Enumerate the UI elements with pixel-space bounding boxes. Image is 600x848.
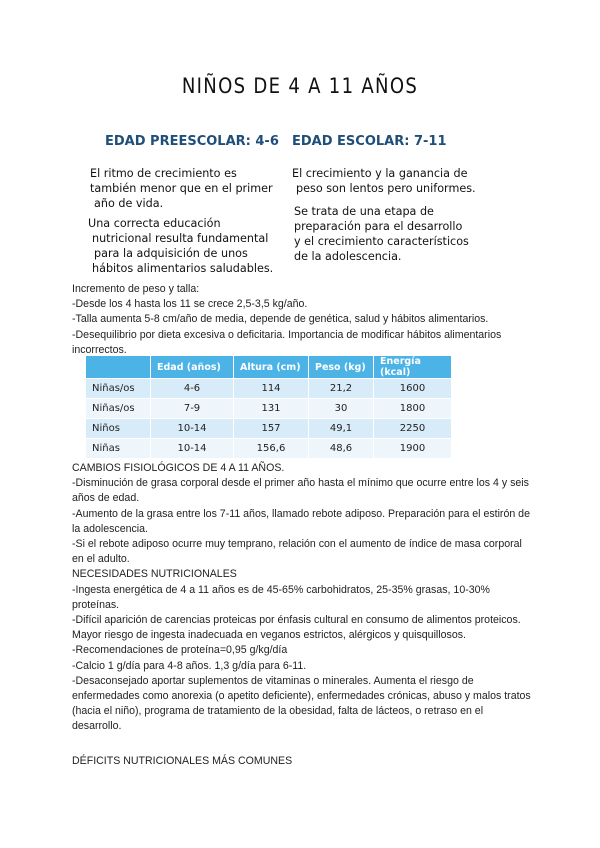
table-cell: 156,6 [234, 439, 309, 459]
escolar-heading: EDAD ESCOLAR: 7-11 [292, 134, 447, 149]
growth-table [86, 356, 452, 458]
section-item: -Aumento de la grasa entre los 7-11 años, llamado rebote adiposo. Preparación para el estirón de la adolescencia. [72, 507, 530, 535]
preescolar-paragraph-1 [90, 166, 273, 211]
text-line: nutricional resulta fundamental [92, 232, 269, 245]
text-line: El crecimiento y la ganancia de [292, 167, 468, 180]
text-line: peso son lentos pero uniformes. [296, 182, 476, 195]
intro-line: Incremento de peso y talla: [72, 283, 200, 295]
text-line: y el crecimiento característicos [294, 235, 469, 248]
table-cell: Niños [86, 419, 151, 439]
table-cell: 10-14 [151, 419, 234, 439]
table-row [86, 399, 452, 419]
section-item: -Desaconsejado aportar suplementos de vitaminas o minerales. Aumenta el riesgo de enfermedades como anorexia (o apetito deficiente), enfermedades crónicas, abuso y malos tratos (hacia el niño), programa de tratamiento de la obesidad, falta de lácteos, o retraso en el desarrollo. [72, 674, 531, 733]
intro-line: -Talla aumenta 5-8 cm/año de media, depende de genética, salud y hábitos alimentarios. [72, 313, 489, 326]
table-cell: Niñas/os [86, 379, 151, 399]
section-item: -Difícil aparición de carencias proteicas por énfasis cultural en consumo de alimentos proteicos. Mayor riesgo de ingesta inadecuada en veganos estrictos, alérgicos y quisquillosos. [72, 614, 521, 642]
table-header-cell: Peso (kg) [309, 356, 374, 379]
section-item: -Calcio 1 g/día para 4-8 años. 1,3 g/día para 6-11. [72, 659, 307, 672]
table-cell: 1600 [374, 379, 452, 399]
section-deficits [72, 754, 532, 769]
section-heading: DÉFICITS NUTRICIONALES MÁS COMUNES [72, 755, 293, 767]
table-cell: 30 [309, 399, 374, 419]
table-cell: 114 [234, 379, 309, 399]
table-cell: 1900 [374, 439, 452, 459]
text-line: hábitos alimentarios saludables. [92, 262, 274, 275]
text-line: de la adolescencia. [294, 250, 402, 263]
section-item: -Si el rebote adiposo ocurre muy temprano, relación con el aumento de índice de masa corporal en el adulto. [72, 538, 522, 566]
text-line: también menor que en el primer [90, 182, 273, 195]
section-heading: CAMBIOS FISIOLÓGICOS DE 4 A 11 AÑOS. [72, 462, 285, 474]
table-row [86, 419, 452, 439]
table-cell: 1800 [374, 399, 452, 419]
table-header-cell: Energía (kcal) [374, 356, 452, 379]
text-line: año de vida. [94, 197, 164, 210]
intro-line: -Desde los 4 hasta los 11 se crece 2,5-3,5 kg/año. [72, 298, 308, 311]
section-heading: NECESIDADES NUTRICIONALES [72, 568, 237, 581]
table-row [86, 439, 452, 459]
intro-line: -Desequilibrio por dieta excesiva o deficitaria. Importancia de modificar hábitos alimentarios incorrectos. [72, 328, 502, 356]
table-cell: 2250 [374, 419, 452, 439]
table-header-cell: Edad (años) [151, 356, 234, 379]
escolar-paragraph-2 [294, 204, 469, 264]
table-cell: 49,1 [309, 419, 374, 439]
escolar-paragraph-1 [292, 166, 476, 196]
section-item: -Disminución de grasa corporal desde el primer año hasta el mínimo que ocurre entre los 4 y seis años de edad. [72, 477, 529, 505]
page-title: NIÑOS DE 4 A 11 AÑOS [181, 74, 419, 98]
table-cell: 21,2 [309, 379, 374, 399]
table-cell: 157 [234, 419, 309, 439]
table-header-cell: Altura (cm) [234, 356, 309, 379]
text-line: Se trata de una etapa de [294, 205, 434, 218]
table-cell: 131 [234, 399, 309, 419]
text-line: El ritmo de crecimiento es [90, 167, 237, 180]
preescolar-paragraph-2 [88, 216, 273, 276]
table-header-row [86, 356, 452, 379]
table-cell: Niñas/os [86, 399, 151, 419]
section-fisiologicos [72, 461, 532, 735]
table-cell: 7-9 [151, 399, 234, 419]
section-item: -Ingesta energética de 4 a 11 años es de 45-65% carbohidratos, 25-35% grasas, 10-30% proteínas. [72, 583, 490, 611]
table-cell: 10-14 [151, 439, 234, 459]
section-item: -Recomendaciones de proteína=0,95 g/kg/día [72, 644, 288, 657]
table-cell: Niñas [86, 439, 151, 459]
preescolar-heading: EDAD PREESCOLAR: 4-6 [105, 134, 279, 149]
table-cell: 4-6 [151, 379, 234, 399]
intro-block [72, 282, 532, 358]
text-line: Una correcta educación [88, 217, 221, 230]
table-row [86, 379, 452, 399]
text-line: preparación para el desarrollo [294, 220, 463, 233]
table-cell: 48,6 [309, 439, 374, 459]
table-header-cell [86, 356, 151, 379]
text-line: para la adquisición de unos [94, 247, 248, 260]
